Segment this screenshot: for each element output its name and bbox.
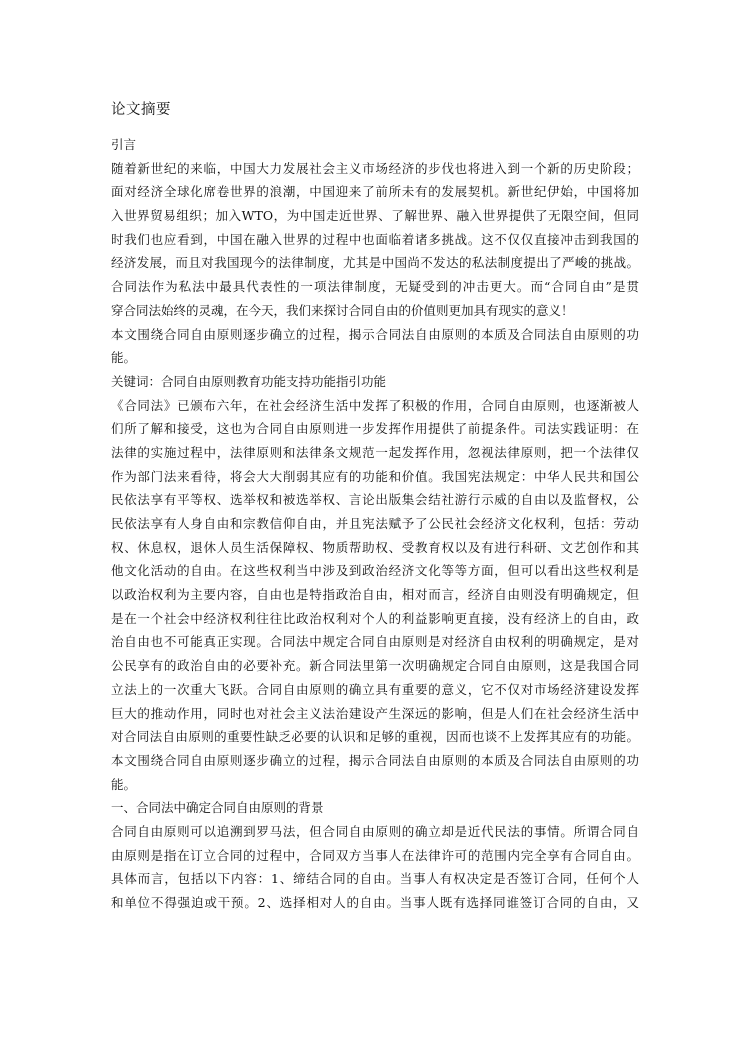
text-line: 对合同法自由原则的重要性缺乏必要的认识和足够的重视，因而也谈不上发挥其应有的功能。 <box>111 729 639 745</box>
text-line: 们所了解和接受，这也为合同自由原则进一步发挥作用提供了前提条件。司法实践证明：在 <box>111 421 639 437</box>
text-line: 入世界贸易组织；加入WTO，为中国走近世界、了解世界、融入世界提供了无限空间，但同 <box>111 208 639 224</box>
text-line: 随着新世纪的来临，中国大力发展社会主义市场经济的步伐也将进入到一个新的历史阶段； <box>111 160 639 176</box>
text-line: 引言 <box>111 137 137 152</box>
text-line: 面对经济全球化席卷世界的浪潮，中国迎来了前所未有的发展契机。新世纪伊始，中国将加 <box>111 184 639 200</box>
text-line: 治自由也不可能真正实现。合同法中规定合同自由原则是对经济自由权利的明确规定，是对 <box>111 634 639 650</box>
text-line: 民依法享有平等权、选举权和被选举权、言论出版集会结社游行示威的自由以及监督权，公 <box>111 492 639 508</box>
text-line: 《合同法》已颁布六年，在社会经济生活中发挥了积极的作用，合同自由原则，也逐渐被人 <box>111 397 639 413</box>
text-line: 以政治权利为主要内容，自由也是特指政治自由，相对而言，经济自由则没有明确规定，但 <box>111 587 639 603</box>
text-line: 具体而言，包括以下内容：1、缔结合同的自由。当事人有权决定是否签订合同，任何个人 <box>111 871 639 887</box>
text-line: 合同法作为私法中最具代表性的一项法律制度，无疑受到的冲击更大。而“合同自由”是贯 <box>111 279 639 295</box>
text-line: 是在一个社会中经济权利往往比政治权利对个人的利益影响更直接，没有经济上的自由，政 <box>111 610 639 626</box>
text-line: 本文围绕合同自由原则逐步确立的过程，揭示合同法自由原则的本质及合同法自由原则的功 <box>111 752 639 768</box>
document-title: 论文摘要 <box>111 102 171 118</box>
text-line: 巨大的推动作用，同时也对社会主义法治建设产生深远的影响，但是人们在社会经济生活中 <box>111 705 639 721</box>
text-line: 穿合同法始终的灵魂，在今天，我们来探讨合同自由的价值则更加具有现实的意义！ <box>111 302 574 318</box>
text-line: 民依法享有人身自由和宗教信仰自由，并且宪法赋予了公民社会经济文化权利，包括：劳动 <box>111 516 639 531</box>
text-line: 权、休息权，退休人员生活保障权、物质帮助权、受教育权以及有进行科研、文艺创作和其 <box>111 539 639 555</box>
text-line: 一、合同法中确定合同自由原则的背景 <box>111 800 324 816</box>
text-line: 合同自由原则可以追溯到罗马法，但合同自由原则的确立却是近代民法的事情。所谓合同自 <box>111 823 639 839</box>
text-line: 能。 <box>111 776 137 792</box>
text-line: 法律的实施过程中，法律原则和法律条文规范一起发挥作用，忽视法律原则，把一个法律仅 <box>111 444 639 460</box>
document-body <box>111 133 639 915</box>
text-line: 关键词：合同自由原则教育功能支持功能指引功能 <box>111 373 387 389</box>
text-line: 公民享有的政治自由的必要补充。新合同法里第一次明确规定合同自由原则，这是我国合同 <box>111 658 639 674</box>
text-line: 他文化活动的自由。在这些权利当中涉及到政治经济文化等等方面，但可以看出这些权利是 <box>111 563 639 579</box>
text-line: 和单位不得强迫或干预。2、选择相对人的自由。当事人既有选择同谁签订合同的自由，又 <box>111 895 639 910</box>
text-line: 能。 <box>111 350 137 366</box>
text-line: 由原则是指在订立合同的过程中，合同双方当事人在法律许可的范围内完全享有合同自由。 <box>111 847 639 863</box>
text-line: 立法上的一次重大飞跃。合同自由原则的确立具有重要的意义，它不仅对市场经济建设发挥 <box>111 681 639 697</box>
text-line: 时我们也应看到，中国在融入世界的过程中也面临着诸多挑战。这不仅仅直接冲击到我国的 <box>111 231 639 247</box>
text-line: 经济发展，而且对我国现今的法律制度，尤其是中国尚不发达的私法制度提出了严峻的挑战。 <box>111 255 639 271</box>
text-line: 作为部门法来看待，将会大大削弱其应有的功能和价值。我国宪法规定：中华人民共和国公 <box>111 468 639 484</box>
text-line: 本文围绕合同自由原则逐步确立的过程，揭示合同法自由原则的本质及合同法自由原则的功 <box>111 326 639 342</box>
